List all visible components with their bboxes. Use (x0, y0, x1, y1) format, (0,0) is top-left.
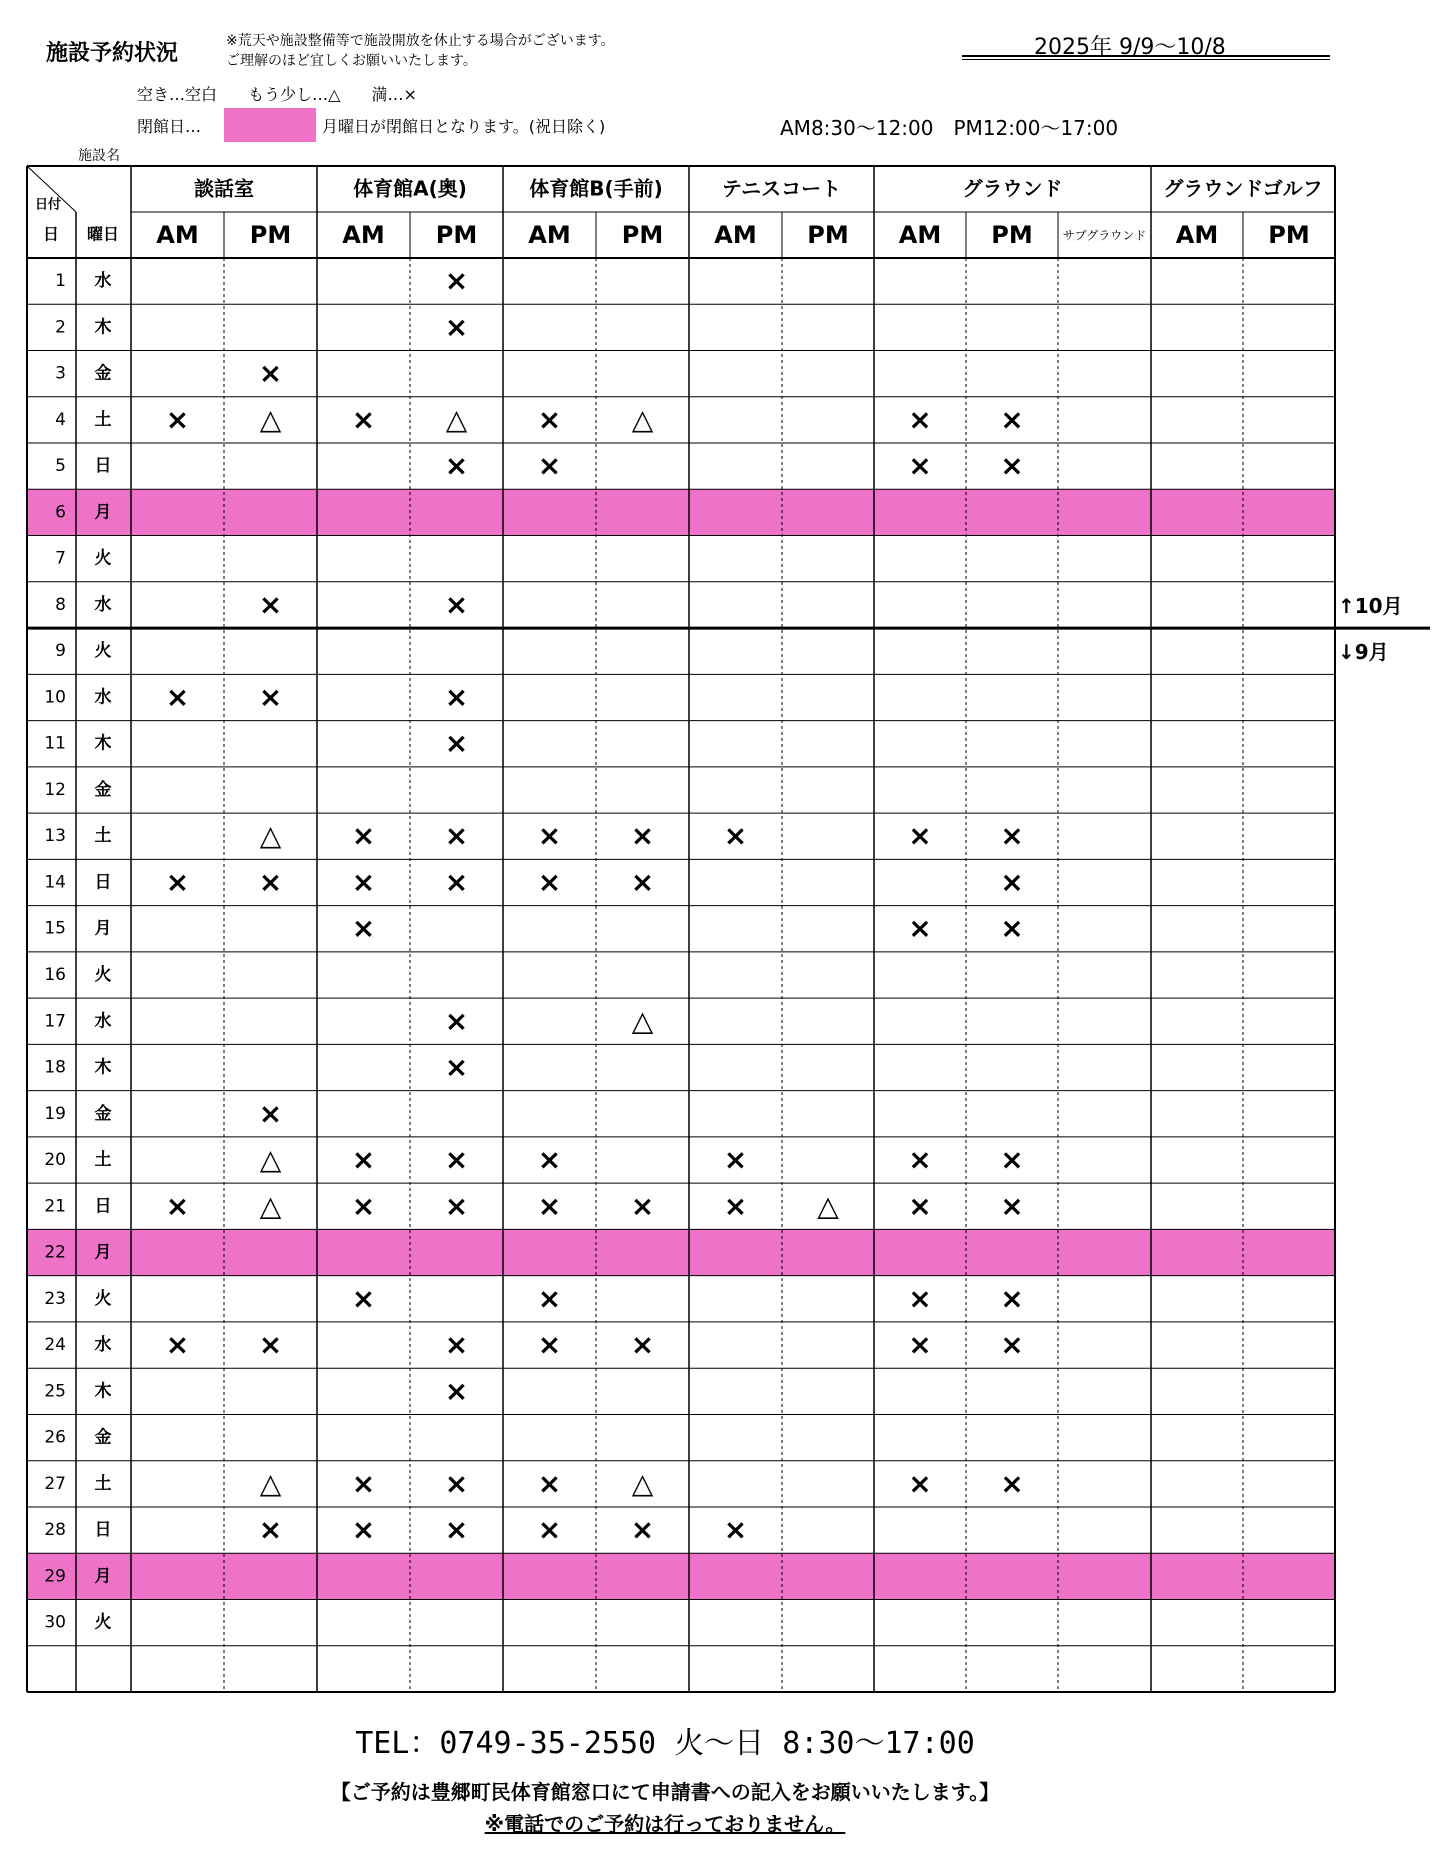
row-day-number: 21 (44, 1196, 66, 1217)
full-mark: × (908, 1143, 932, 1177)
phone-reservation-note: ※電話でのご予約は行っておりません。 (484, 1812, 846, 1836)
row-day-number: 15 (44, 918, 66, 939)
row-day-number: 10 (44, 687, 66, 708)
telephone-info: TEL：0749-35-2550 火～日 8:30～17:00 (355, 1726, 975, 1761)
row-weekday: 水 (94, 1335, 112, 1356)
full-mark: × (351, 1466, 376, 1500)
session-column-header: AM (898, 221, 942, 249)
facility-name-header: グラウンドゴルフ (1163, 176, 1323, 201)
row-weekday: 日 (94, 1196, 112, 1217)
session-column-header: PM (1268, 221, 1310, 249)
legend-empty: 空き…空白 (137, 85, 218, 104)
row-weekday: 木 (94, 1057, 112, 1078)
month-marker-september: ↓9月 (1338, 640, 1389, 664)
row-weekday: 水 (94, 687, 112, 708)
full-mark: × (1000, 1281, 1024, 1315)
full-mark: × (351, 1513, 376, 1547)
full-mark: × (165, 1189, 190, 1223)
session-column-header: AM (342, 221, 385, 249)
period-label: 2025年 9/9～10/8 (1034, 35, 1226, 60)
full-mark: × (1000, 1466, 1024, 1500)
full-mark: × (165, 1328, 190, 1362)
session-column-header: PM (807, 221, 849, 249)
full-mark: × (351, 1281, 376, 1315)
closed-day-row-fill (27, 1553, 1335, 1599)
full-mark: × (444, 1050, 469, 1084)
row-weekday: 水 (94, 594, 112, 615)
row-day-number: 17 (44, 1011, 66, 1032)
row-weekday: 木 (94, 1381, 112, 1402)
row-weekday: 月 (94, 1566, 112, 1587)
full-mark: × (1000, 1143, 1024, 1177)
facility-name-header: テニスコート (721, 176, 842, 201)
facility-name-header: グラウンド (962, 176, 1063, 201)
full-mark: × (908, 449, 932, 483)
full-mark: × (1000, 402, 1024, 436)
full-mark: × (444, 1374, 469, 1408)
row-weekday: 月 (94, 918, 112, 939)
day-column-header: 日 (42, 224, 60, 244)
full-mark: × (258, 1513, 283, 1547)
full-mark: × (1000, 1189, 1024, 1223)
row-day-number: 1 (55, 271, 66, 292)
date-corner-label: 日付 (34, 197, 62, 213)
full-mark: × (1000, 819, 1024, 853)
row-weekday: 日 (94, 872, 112, 893)
full-mark: × (444, 819, 469, 853)
row-weekday: 木 (94, 733, 112, 754)
session-column-header: PM (621, 221, 664, 249)
full-mark: × (444, 264, 469, 298)
row-weekday: 火 (94, 965, 112, 985)
row-day-number: 2 (55, 317, 66, 338)
closed-day-row-fill (27, 1229, 1335, 1275)
sub-ground-column-header: サブグラウンド (1062, 228, 1147, 243)
row-day-number: 22 (44, 1242, 66, 1263)
session-column-header: AM (528, 221, 571, 249)
closed-day-label: 閉館日… (137, 117, 202, 136)
weekday-column-header: 曜日 (86, 224, 120, 244)
few-remaining-mark: △ (259, 819, 282, 853)
closed-day-row-fill (27, 489, 1335, 535)
row-day-number: 5 (55, 456, 66, 477)
month-marker-october: ↑10月 (1338, 594, 1403, 618)
row-weekday: 日 (94, 456, 112, 477)
full-mark: × (537, 449, 562, 483)
row-weekday: 木 (94, 317, 112, 338)
full-mark: × (165, 402, 190, 436)
notice-line-1: ※荒天や施設整備等で施設開放を休止する場合がございます。 (226, 33, 615, 49)
full-mark: × (537, 1189, 562, 1223)
row-weekday: 金 (94, 363, 112, 384)
legend-few: もう少し…△ (248, 85, 341, 104)
page-title: 施設予約状況 (46, 41, 179, 66)
full-mark: × (258, 1096, 283, 1130)
full-mark: × (351, 1143, 376, 1177)
row-day-number: 7 (55, 548, 66, 569)
few-remaining-mark: △ (259, 402, 282, 436)
full-mark: × (258, 1328, 283, 1362)
full-mark: × (908, 402, 932, 436)
full-mark: × (258, 680, 283, 714)
full-mark: × (630, 819, 655, 853)
row-day-number: 3 (55, 363, 66, 384)
full-mark: × (258, 865, 283, 899)
row-weekday: 月 (94, 1242, 112, 1263)
few-remaining-mark: △ (259, 1189, 282, 1223)
few-remaining-mark: △ (259, 1143, 282, 1177)
row-day-number: 18 (44, 1057, 66, 1078)
full-mark: × (723, 1513, 748, 1547)
row-weekday: 火 (94, 548, 112, 569)
full-mark: × (444, 310, 469, 344)
row-day-number: 12 (44, 779, 66, 800)
full-mark: × (1000, 1328, 1024, 1362)
full-mark: × (723, 819, 748, 853)
full-mark: × (908, 911, 932, 945)
full-mark: × (444, 1466, 469, 1500)
full-mark: × (351, 402, 376, 436)
session-hours: AM8:30～12:00 PM12:00～17:00 (780, 116, 1119, 140)
row-weekday: 金 (94, 1103, 112, 1124)
full-mark: × (351, 911, 376, 945)
row-weekday: 金 (94, 779, 112, 800)
full-mark: × (908, 819, 932, 853)
row-weekday: 水 (94, 1011, 112, 1032)
row-day-number: 4 (55, 409, 66, 430)
row-weekday: 火 (94, 1612, 112, 1633)
full-mark: × (444, 449, 469, 483)
full-mark: × (630, 1513, 655, 1547)
full-mark: × (444, 587, 469, 621)
row-day-number: 24 (44, 1335, 66, 1356)
row-weekday: 月 (94, 502, 112, 523)
legend-full: 満…× (371, 85, 417, 104)
full-mark: × (444, 1328, 469, 1362)
row-day-number: 11 (44, 733, 66, 754)
few-remaining-mark: △ (631, 1466, 654, 1500)
full-mark: × (444, 1004, 469, 1038)
full-mark: × (537, 1281, 562, 1315)
notice-line-2: ご理解のほど宜しくお願いいたします。 (226, 53, 477, 69)
full-mark: × (908, 1328, 932, 1362)
full-mark: × (1000, 911, 1024, 945)
full-mark: × (1000, 449, 1024, 483)
full-mark: × (537, 865, 562, 899)
row-weekday: 金 (94, 1427, 112, 1448)
full-mark: × (444, 1143, 469, 1177)
reservation-note: 【ご予約は豊郷町民体育館窓口にて申請書への記入をお願いいたします。】 (330, 1780, 1000, 1804)
full-mark: × (908, 1466, 932, 1500)
row-day-number: 29 (44, 1566, 66, 1587)
facility-name-header: 体育館B(手前) (529, 176, 663, 201)
row-weekday: 火 (94, 1288, 112, 1309)
facility-name-header: 体育館A(奥) (353, 176, 467, 201)
full-mark: × (908, 1189, 932, 1223)
row-weekday: 日 (94, 1520, 112, 1541)
full-mark: × (537, 1466, 562, 1500)
full-mark: × (537, 1513, 562, 1547)
full-mark: × (351, 865, 376, 899)
full-mark: × (351, 1189, 376, 1223)
few-remaining-mark: △ (631, 402, 654, 436)
full-mark: × (630, 1328, 655, 1362)
row-weekday: 水 (94, 271, 112, 292)
row-day-number: 27 (44, 1473, 66, 1494)
row-weekday: 土 (94, 1473, 112, 1494)
session-column-header: AM (714, 221, 757, 249)
row-weekday: 火 (94, 641, 112, 662)
few-remaining-mark: △ (259, 1466, 282, 1500)
facility-name-header: 談話室 (194, 176, 254, 201)
row-weekday: 土 (94, 1150, 112, 1171)
few-remaining-mark: △ (445, 402, 468, 436)
row-day-number: 14 (44, 872, 66, 893)
full-mark: × (630, 865, 655, 899)
row-day-number: 8 (55, 594, 66, 615)
row-day-number: 16 (44, 965, 66, 985)
row-day-number: 19 (44, 1103, 66, 1124)
session-column-header: PM (991, 221, 1033, 249)
row-day-number: 23 (44, 1288, 66, 1309)
row-day-number: 25 (44, 1381, 66, 1402)
facility-name-label: 施設名 (78, 148, 120, 164)
full-mark: × (444, 1189, 469, 1223)
session-column-header: PM (435, 221, 478, 249)
full-mark: × (630, 1189, 655, 1223)
few-remaining-mark: △ (817, 1189, 839, 1223)
row-weekday: 土 (94, 409, 112, 430)
full-mark: × (1000, 865, 1024, 899)
full-mark: × (444, 1513, 469, 1547)
full-mark: × (165, 680, 190, 714)
row-day-number: 20 (44, 1150, 66, 1171)
row-day-number: 28 (44, 1520, 66, 1541)
full-mark: × (908, 1281, 932, 1315)
row-day-number: 9 (55, 641, 66, 662)
full-mark: × (258, 587, 283, 621)
full-mark: × (537, 1143, 562, 1177)
full-mark: × (165, 865, 190, 899)
full-mark: × (537, 819, 562, 853)
row-day-number: 13 (44, 826, 66, 847)
full-mark: × (444, 726, 469, 760)
row-day-number: 26 (44, 1427, 66, 1448)
session-column-header: AM (156, 221, 199, 249)
full-mark: × (537, 1328, 562, 1362)
full-mark: × (537, 402, 562, 436)
row-day-number: 6 (55, 502, 66, 523)
session-column-header: PM (249, 221, 292, 249)
full-mark: × (351, 819, 376, 853)
closed-day-text: 月曜日が閉館日となります。(祝日除く) (322, 117, 606, 136)
full-mark: × (723, 1189, 748, 1223)
session-column-header: AM (1175, 221, 1219, 249)
full-mark: × (444, 680, 469, 714)
full-mark: × (258, 356, 283, 390)
row-weekday: 土 (94, 826, 112, 847)
full-mark: × (444, 865, 469, 899)
full-mark: × (723, 1143, 748, 1177)
row-day-number: 30 (44, 1612, 66, 1633)
few-remaining-mark: △ (631, 1004, 654, 1038)
